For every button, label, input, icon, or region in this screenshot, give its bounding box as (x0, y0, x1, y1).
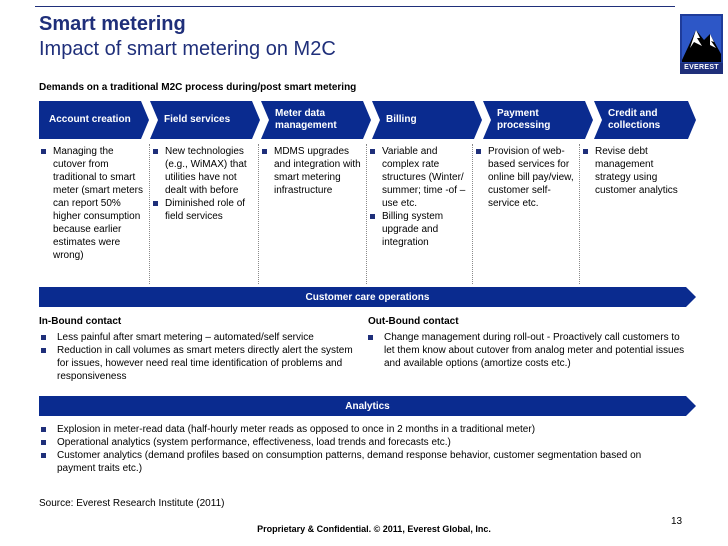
list-item-text: New technologies (e.g., WiMAX) that utilities have not dealt with before (165, 146, 247, 196)
title-rule (35, 6, 675, 7)
chevron-0 (39, 101, 149, 139)
list-item (366, 331, 686, 370)
chevron-label: Field services (164, 114, 231, 125)
bullet-icon (41, 149, 46, 154)
column-divider (149, 144, 150, 284)
page-subtitle: Impact of smart metering on M2C (39, 38, 336, 60)
list-item (583, 145, 687, 197)
inbound-list (39, 331, 359, 383)
list-item (153, 197, 259, 223)
chevron-2 (261, 101, 371, 139)
list-item (39, 344, 359, 383)
column-divider (258, 144, 259, 284)
list-item-text: Customer analytics (demand profiles based on consumption patterns, demand response behavior, customer segmentation based on payment traits etc.) (57, 450, 642, 474)
bullet-icon (370, 149, 375, 154)
bullet-icon (153, 201, 158, 206)
bullet-icon (41, 427, 46, 432)
column-divider (366, 144, 367, 284)
chevron-4 (483, 101, 593, 139)
bullet-icon (41, 348, 46, 353)
list-item-text: Change management during roll-out - Proactively call customers to let them know about cutover from analog meter and potential issues and available options (amortize costs etc.) (384, 332, 685, 369)
list-item (262, 145, 366, 197)
list-item-text: Reduction in call volumes as smart meters directly alert the system for issues, however need real time identification of problems and responsiveness (57, 345, 353, 382)
chevron-label: Payment processing (497, 108, 551, 131)
analytics-band (39, 396, 696, 416)
list-item (39, 436, 679, 449)
list-item-text: Less painful after smart metering – automated/self service (57, 332, 314, 343)
column-divider (579, 144, 580, 284)
footer-text: Proprietary & Confidential. © 2011, Everest Global, Inc. (257, 524, 491, 534)
list-item-text: Variable and complex rate structures (Winter/ summer; time -of –use etc. (382, 146, 466, 209)
bullet-icon (583, 149, 588, 154)
outbound-title: Out-Bound contact (368, 316, 459, 327)
chevron-label: Credit and collections (608, 108, 661, 131)
bullet-icon (41, 440, 46, 445)
logo-text: EVEREST (684, 64, 719, 71)
column-5 (583, 145, 687, 197)
column-2 (262, 145, 366, 197)
list-item (41, 145, 149, 262)
list-item-text: Explosion in meter-read data (half-hourly meter reads as opposed to once in 2 months in a traditional meter) (57, 424, 536, 435)
customer-care-band (39, 287, 696, 307)
list-item-text: Provision of web-based services for online bill pay/view, customer self-service etc. (488, 146, 574, 209)
column-3 (370, 145, 472, 249)
list-item (476, 145, 580, 210)
analytics-list (39, 423, 679, 475)
footer (0, 524, 728, 534)
list-item-text: Billing system upgrade and integration (382, 211, 444, 248)
bullet-icon (370, 214, 375, 219)
chevron-5 (594, 101, 696, 139)
bullet-icon (262, 149, 267, 154)
analytics-label: Analytics (345, 400, 390, 412)
everest-logo (680, 14, 723, 74)
page-number: 13 (671, 516, 683, 527)
demands-heading: Demands on a traditional M2C process during/post smart metering (39, 82, 357, 93)
list-item (39, 449, 679, 475)
inbound-title: In-Bound contact (39, 316, 122, 327)
list-item (370, 145, 472, 210)
bullet-icon (476, 149, 481, 154)
outbound-list (366, 331, 686, 370)
chevron-3 (372, 101, 482, 139)
bullet-icon (41, 453, 46, 458)
chevron-label: Meter data management (275, 108, 337, 131)
bullet-icon (41, 335, 46, 340)
list-item-text: Diminished role of field services (165, 198, 246, 222)
customer-care-label: Customer care operations (305, 291, 430, 303)
page-title: Smart metering (39, 13, 186, 35)
chevron-label: Account creation (49, 114, 131, 125)
column-4 (476, 145, 580, 210)
bullet-icon (153, 149, 158, 154)
list-item (39, 423, 679, 436)
list-item (39, 331, 359, 344)
column-divider (472, 144, 473, 284)
column-1 (153, 145, 259, 223)
bullet-icon (368, 335, 373, 340)
list-item-text: Revise debt management strategy using customer analytics (595, 146, 678, 196)
process-chevrons (39, 101, 696, 139)
chevron-1 (150, 101, 260, 139)
list-item-text: Managing the cutover from traditional to smart meter (smart meters can report 50% higher consumption because earlier estimates were wrong) (53, 146, 144, 261)
chevron-label: Billing (386, 114, 417, 125)
source-note: Source: Everest Research Institute (2011) (39, 498, 225, 509)
list-item (153, 145, 259, 197)
column-0 (41, 145, 149, 262)
list-item (370, 210, 472, 249)
list-item-text: MDMS upgrades and integration with smart metering infrastructure (274, 146, 361, 196)
list-item-text: Operational analytics (system performance, effectiveness, load trends and forecasts etc.) (57, 437, 451, 448)
